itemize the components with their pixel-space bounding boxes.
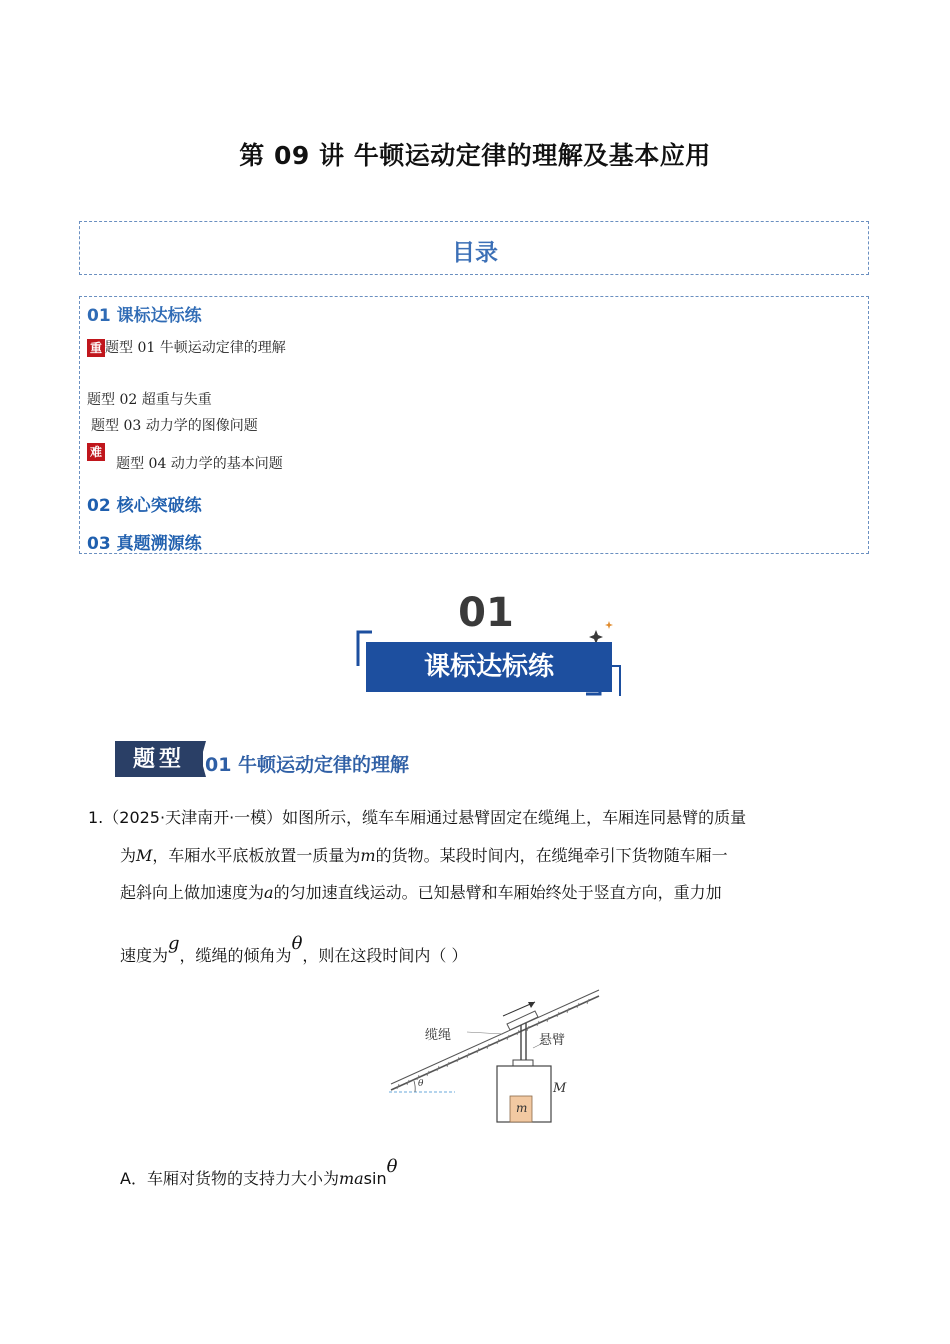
type-tag: 题型 (115, 741, 203, 777)
q-symbol-theta: θ (291, 933, 303, 954)
figure-car-label: M (553, 1081, 567, 1096)
toc-section-2[interactable]: 02 核心突破练 (87, 496, 202, 516)
option-a-text: A．车厢对货物的支持力大小为 (120, 1169, 339, 1188)
option-a-sin: sin (363, 1169, 387, 1188)
toc-item-4-row[interactable] (87, 441, 283, 472)
q-text: ，缆绳的倾角为 (179, 946, 292, 965)
q-text: ，则在这段时间内（ ） (302, 946, 468, 965)
question-source-text: （2025·天津南开·一模）如图所示，缆车车厢通过悬臂固定在缆绳上，车厢连同悬臂的质量 (103, 808, 747, 827)
hard-tag-icon: 难 (87, 443, 105, 461)
figure-cargo-label: m (516, 1101, 528, 1115)
option-a-expr: ma (338, 1169, 364, 1188)
option-a[interactable] (120, 1156, 398, 1189)
q-text: 为 (120, 846, 137, 865)
toc-item-1-row[interactable] (87, 337, 286, 357)
toc-item-3[interactable]: 题型 03 动力学的图像问题 (91, 418, 258, 434)
toc-heading: 目录 (452, 240, 498, 266)
toc-section-3[interactable]: 03 真题溯源练 (87, 534, 202, 554)
figure-arm-label: 悬臂 (539, 1033, 566, 1048)
question-line-1 (88, 805, 746, 828)
section-number: 01 (458, 590, 514, 636)
page-title: 第 09 讲 牛顿运动定律的理解及基本应用 (239, 141, 711, 170)
q-text: ，车厢水平底板放置一质量为 (152, 846, 361, 865)
q-text: 的匀加速直线运动。已知悬臂和车厢始终处于竖直方向，重力加 (273, 883, 722, 902)
q-text: 起斜向上做加速度为 (120, 883, 265, 902)
q-text: 的货物。某段时间内，在缆绳牵引下货物随车厢一 (375, 846, 728, 865)
q-symbol-m: m (360, 846, 376, 865)
toc-item-1: 题型 01 牛顿运动定律的理解 (105, 340, 286, 356)
type-title: 01 牛顿运动定律的理解 (205, 754, 410, 776)
section-label: 课标达标练 (366, 642, 612, 692)
q-symbol-M: M (136, 846, 153, 865)
key-tag-icon: 重 (87, 339, 105, 357)
question-number: 1. (88, 808, 104, 827)
q-symbol-a: a (264, 883, 274, 902)
q-symbol-g: g (168, 933, 180, 954)
q-text: 速度为 (120, 946, 169, 965)
question-line-2 (120, 843, 728, 866)
toc-item-4: 题型 04 动力学的基本问题 (116, 456, 283, 472)
cable-car-figure (385, 988, 605, 1128)
toc-section-1[interactable]: 01 课标达标练 (87, 306, 202, 326)
option-a-theta: θ (386, 1156, 398, 1177)
figure-angle-label: θ (418, 1079, 424, 1089)
question-line-4 (120, 933, 468, 966)
toc-item-2[interactable]: 题型 02 超重与失重 (87, 392, 212, 408)
question-line-3 (120, 880, 722, 903)
figure-rope-label: 缆绳 (425, 1028, 452, 1043)
